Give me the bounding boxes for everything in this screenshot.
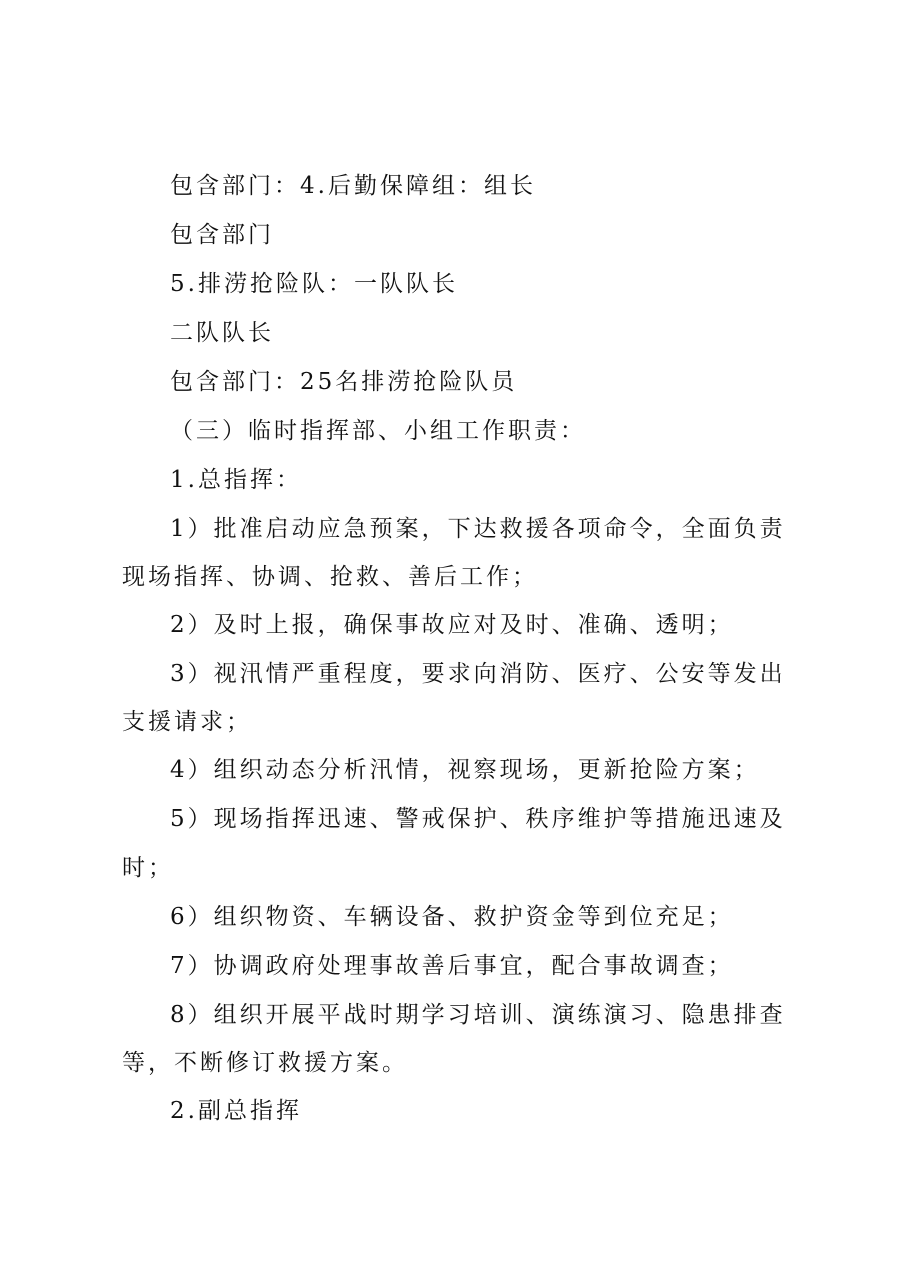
paragraph-logistics-dept: 包含部门：4.后勤保障组：组长	[170, 173, 536, 199]
paragraph-drainage-team: 5.排涝抢险队：一队队长	[170, 271, 458, 297]
subheading-commander: 1.总指挥：	[170, 467, 302, 493]
duty-item-4: 4）组织动态分析汛情，视察现场，更新抢险方案；	[170, 757, 760, 783]
subheading-deputy-commander: 2.副总指挥	[170, 1098, 302, 1124]
duty-item-7: 7）协调政府处理事故善后事宜，配合事故调查；	[170, 953, 734, 979]
duty-item-3: 3）视汛情严重程度，要求向消防、医疗、公安等发出支援请求；	[122, 661, 786, 735]
section-heading-duties: （三）临时指挥部、小组工作职责：	[170, 418, 586, 444]
duty-item-1: 1）批准启动应急预案，下达救援各项命令，全面负责现场指挥、协调、抢救、善后工作；	[122, 516, 786, 590]
duty-item-2: 2）及时上报，确保事故应对及时、准确、透明；	[170, 612, 734, 638]
paragraph-second-team-leader: 二队队长	[170, 320, 274, 346]
paragraph-included-dept: 包含部门	[170, 222, 274, 248]
duty-item-8: 8）组织开展平战时期学习培训、演练演习、隐患排查等，不断修订救援方案。	[122, 1002, 786, 1076]
duty-item-5: 5）现场指挥迅速、警戒保护、秩序维护等措施迅速及时；	[122, 806, 786, 881]
paragraph-team-members: 包含部门：25名排涝抢险队员	[170, 369, 518, 395]
duty-item-6: 6）组织物资、车辆设备、救护资金等到位充足；	[170, 904, 734, 930]
document-body	[122, 162, 794, 1136]
